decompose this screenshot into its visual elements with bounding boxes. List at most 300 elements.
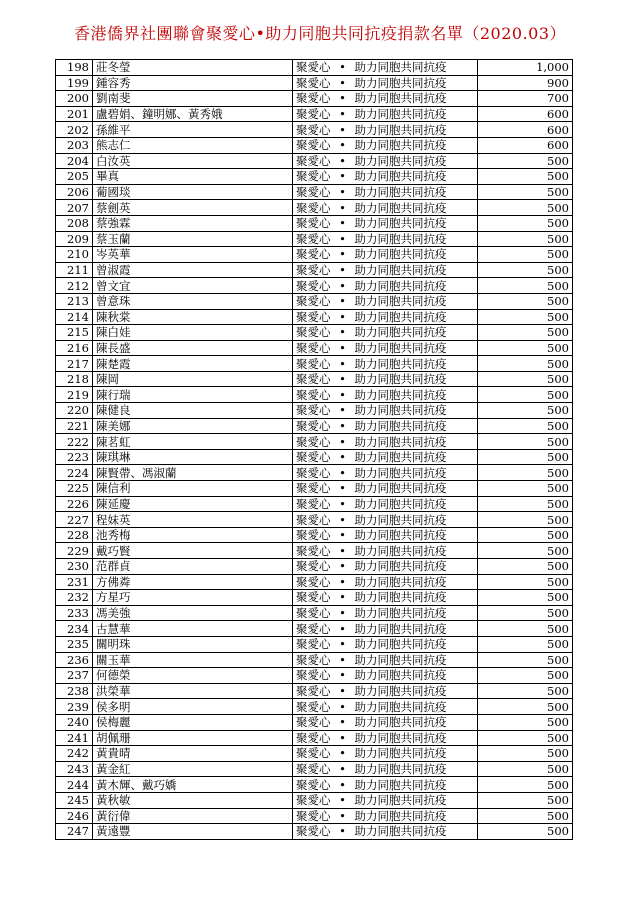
donor-name: 黃金紅	[93, 761, 293, 777]
purpose-separator: •	[339, 528, 346, 543]
donation-purpose	[293, 496, 478, 512]
donation-purpose	[293, 325, 478, 341]
purpose-right: 助力同胞共同抗疫	[354, 481, 447, 496]
donation-amount: 900	[478, 75, 573, 91]
donation-amount: 500	[478, 403, 573, 419]
donor-name: 關玉華	[93, 652, 293, 668]
purpose-left: 聚愛心	[296, 185, 331, 200]
purpose-right: 助力同胞共同抗疫	[354, 387, 447, 402]
donor-name: 葡國琰	[93, 184, 293, 200]
donor-name: 蔡強霖	[93, 215, 293, 231]
table-row	[56, 792, 573, 808]
table-row	[56, 184, 573, 200]
table-row	[56, 652, 573, 668]
donation-table-body	[56, 60, 573, 840]
purpose-left: 聚愛心	[296, 808, 331, 823]
table-row	[56, 153, 573, 169]
donor-name: 莊冬瑩	[93, 60, 293, 76]
donation-purpose	[293, 527, 478, 543]
row-number: 246	[56, 808, 93, 824]
table-row	[56, 169, 573, 185]
donation-purpose	[293, 169, 478, 185]
purpose-right: 助力同胞共同抗疫	[354, 652, 447, 667]
table-row	[56, 137, 573, 153]
purpose-right: 助力同胞共同抗疫	[354, 777, 447, 792]
purpose-right: 助力同胞共同抗疫	[354, 169, 447, 184]
donor-name: 陳茗虹	[93, 434, 293, 450]
purpose-left: 聚愛心	[296, 793, 331, 808]
purpose-left: 聚愛心	[296, 715, 331, 730]
donation-purpose	[293, 278, 478, 294]
table-row	[56, 122, 573, 138]
table-row	[56, 418, 573, 434]
purpose-right: 助力同胞共同抗疫	[354, 512, 447, 527]
donor-name: 黃衍偉	[93, 808, 293, 824]
donation-purpose	[293, 543, 478, 559]
purpose-separator: •	[339, 543, 346, 558]
table-row	[56, 91, 573, 107]
donor-name: 陳健良	[93, 403, 293, 419]
donation-amount: 500	[478, 293, 573, 309]
donor-name: 洪榮華	[93, 683, 293, 699]
purpose-separator: •	[339, 169, 346, 184]
purpose-left: 聚愛心	[296, 138, 331, 153]
row-number: 225	[56, 481, 93, 497]
table-row	[56, 636, 573, 652]
purpose-separator: •	[339, 621, 346, 636]
purpose-left: 聚愛心	[296, 606, 331, 621]
donation-purpose	[293, 730, 478, 746]
purpose-left: 聚愛心	[296, 403, 331, 418]
row-number: 239	[56, 699, 93, 715]
donation-amount: 500	[478, 714, 573, 730]
row-number: 226	[56, 496, 93, 512]
donation-purpose	[293, 714, 478, 730]
donor-name: 鍾容秀	[93, 75, 293, 91]
purpose-separator: •	[339, 138, 346, 153]
purpose-separator: •	[339, 590, 346, 605]
donor-name: 畢真	[93, 169, 293, 185]
table-row	[56, 387, 573, 403]
table-row	[56, 262, 573, 278]
donation-purpose	[293, 215, 478, 231]
purpose-left: 聚愛心	[296, 340, 331, 355]
donation-amount: 500	[478, 247, 573, 263]
purpose-right: 助力同胞共同抗疫	[354, 231, 447, 246]
donation-amount: 500	[478, 231, 573, 247]
purpose-separator: •	[339, 418, 346, 433]
row-number: 245	[56, 792, 93, 808]
purpose-left: 聚愛心	[296, 434, 331, 449]
donor-name: 孫維平	[93, 122, 293, 138]
row-number: 244	[56, 777, 93, 793]
table-row	[56, 403, 573, 419]
purpose-left: 聚愛心	[296, 75, 331, 90]
donation-amount: 500	[478, 652, 573, 668]
purpose-left: 聚愛心	[296, 122, 331, 137]
donor-name: 陳長盛	[93, 340, 293, 356]
table-row	[56, 527, 573, 543]
purpose-right: 助力同胞共同抗疫	[354, 340, 447, 355]
donor-name: 陳美娜	[93, 418, 293, 434]
purpose-right: 助力同胞共同抗疫	[354, 434, 447, 449]
table-row	[56, 699, 573, 715]
purpose-right: 助力同胞共同抗疫	[354, 668, 447, 683]
donation-purpose	[293, 60, 478, 76]
purpose-right: 助力同胞共同抗疫	[354, 793, 447, 808]
donation-amount: 500	[478, 356, 573, 372]
purpose-right: 助力同胞共同抗疫	[354, 824, 447, 839]
donation-purpose	[293, 746, 478, 762]
purpose-right: 助力同胞共同抗疫	[354, 465, 447, 480]
donation-amount: 500	[478, 746, 573, 762]
table-row	[56, 559, 573, 575]
purpose-left: 聚愛心	[296, 684, 331, 699]
purpose-left: 聚愛心	[296, 278, 331, 293]
purpose-right: 助力同胞共同抗疫	[354, 715, 447, 730]
donation-amount: 500	[478, 808, 573, 824]
donation-purpose	[293, 761, 478, 777]
donation-purpose	[293, 777, 478, 793]
donation-amount: 500	[478, 215, 573, 231]
donation-amount: 600	[478, 106, 573, 122]
purpose-left: 聚愛心	[296, 231, 331, 246]
purpose-separator: •	[339, 715, 346, 730]
purpose-separator: •	[339, 637, 346, 652]
purpose-left: 聚愛心	[296, 263, 331, 278]
purpose-left: 聚愛心	[296, 325, 331, 340]
purpose-separator: •	[339, 153, 346, 168]
table-row	[56, 730, 573, 746]
purpose-right: 助力同胞共同抗疫	[354, 684, 447, 699]
row-number: 213	[56, 293, 93, 309]
table-row	[56, 543, 573, 559]
purpose-right: 助力同胞共同抗疫	[354, 730, 447, 745]
purpose-separator: •	[339, 496, 346, 511]
purpose-right: 助力同胞共同抗疫	[354, 418, 447, 433]
purpose-right: 助力同胞共同抗疫	[354, 294, 447, 309]
donation-purpose	[293, 293, 478, 309]
purpose-right: 助力同胞共同抗疫	[354, 372, 447, 387]
donor-name: 陳信利	[93, 481, 293, 497]
row-number: 204	[56, 153, 93, 169]
donation-amount: 500	[478, 512, 573, 528]
donor-name: 方佛粦	[93, 574, 293, 590]
purpose-separator: •	[339, 75, 346, 90]
purpose-separator: •	[339, 481, 346, 496]
donor-name: 方星巧	[93, 590, 293, 606]
table-row	[56, 481, 573, 497]
purpose-right: 助力同胞共同抗疫	[354, 356, 447, 371]
purpose-separator: •	[339, 512, 346, 527]
donor-name: 岑英華	[93, 247, 293, 263]
row-number: 206	[56, 184, 93, 200]
table-row	[56, 215, 573, 231]
purpose-right: 助力同胞共同抗疫	[354, 278, 447, 293]
donation-purpose	[293, 574, 478, 590]
purpose-separator: •	[339, 185, 346, 200]
purpose-left: 聚愛心	[296, 637, 331, 652]
donor-name: 黃秋敏	[93, 792, 293, 808]
donation-purpose	[293, 465, 478, 481]
purpose-right: 助力同胞共同抗疫	[354, 325, 447, 340]
purpose-separator: •	[339, 278, 346, 293]
purpose-separator: •	[339, 606, 346, 621]
table-row	[56, 340, 573, 356]
purpose-left: 聚愛心	[296, 574, 331, 589]
purpose-separator: •	[339, 231, 346, 246]
table-row	[56, 231, 573, 247]
row-number: 210	[56, 247, 93, 263]
table-row	[56, 371, 573, 387]
purpose-right: 助力同胞共同抗疫	[354, 621, 447, 636]
donor-name: 陳楚霞	[93, 356, 293, 372]
purpose-separator: •	[339, 60, 346, 75]
table-row	[56, 605, 573, 621]
donor-name: 白汝英	[93, 153, 293, 169]
donation-amount: 500	[478, 278, 573, 294]
donation-purpose	[293, 636, 478, 652]
purpose-separator: •	[339, 107, 346, 122]
donor-name: 侯梅麗	[93, 714, 293, 730]
donation-purpose	[293, 247, 478, 263]
purpose-separator: •	[339, 684, 346, 699]
purpose-separator: •	[339, 325, 346, 340]
row-number: 223	[56, 449, 93, 465]
donor-name: 陳白娃	[93, 325, 293, 341]
purpose-separator: •	[339, 559, 346, 574]
table-row	[56, 714, 573, 730]
donation-purpose	[293, 449, 478, 465]
purpose-separator: •	[339, 824, 346, 839]
purpose-separator: •	[339, 387, 346, 402]
purpose-left: 聚愛心	[296, 418, 331, 433]
donation-table	[55, 59, 573, 840]
donation-amount: 700	[478, 91, 573, 107]
donation-purpose	[293, 153, 478, 169]
purpose-separator: •	[339, 263, 346, 278]
donor-name: 馮美強	[93, 605, 293, 621]
donor-name: 陳賢帶、馮淑蘭	[93, 465, 293, 481]
donation-amount: 500	[478, 371, 573, 387]
donation-purpose	[293, 403, 478, 419]
donation-amount: 500	[478, 590, 573, 606]
purpose-separator: •	[339, 574, 346, 589]
purpose-left: 聚愛心	[296, 247, 331, 262]
table-row	[56, 590, 573, 606]
purpose-separator: •	[339, 746, 346, 761]
donor-name: 關明珠	[93, 636, 293, 652]
row-number: 237	[56, 668, 93, 684]
purpose-separator: •	[339, 434, 346, 449]
donation-amount: 500	[478, 668, 573, 684]
donor-name: 蔡劍英	[93, 200, 293, 216]
donation-amount: 1,000	[478, 60, 573, 76]
row-number: 216	[56, 340, 93, 356]
document-title: 香港僑界社團聯會聚愛心•助力同胞共同抗疫捐款名單（2020.03）	[73, 24, 567, 43]
table-row	[56, 60, 573, 76]
purpose-right: 助力同胞共同抗疫	[354, 263, 447, 278]
donation-purpose	[293, 371, 478, 387]
table-row	[56, 574, 573, 590]
purpose-separator: •	[339, 372, 346, 387]
row-number: 236	[56, 652, 93, 668]
donation-amount: 500	[478, 434, 573, 450]
purpose-separator: •	[339, 122, 346, 137]
donation-amount: 500	[478, 325, 573, 341]
table-row	[56, 621, 573, 637]
table-row	[56, 434, 573, 450]
row-number: 215	[56, 325, 93, 341]
row-number: 224	[56, 465, 93, 481]
donation-purpose	[293, 418, 478, 434]
donation-amount: 500	[478, 465, 573, 481]
row-number: 207	[56, 200, 93, 216]
purpose-right: 助力同胞共同抗疫	[354, 606, 447, 621]
purpose-separator: •	[339, 730, 346, 745]
donation-purpose	[293, 387, 478, 403]
row-number: 208	[56, 215, 93, 231]
purpose-left: 聚愛心	[296, 294, 331, 309]
row-number: 214	[56, 309, 93, 325]
purpose-right: 助力同胞共同抗疫	[354, 808, 447, 823]
purpose-separator: •	[339, 340, 346, 355]
row-number: 217	[56, 356, 93, 372]
row-number: 228	[56, 527, 93, 543]
table-row	[56, 449, 573, 465]
purpose-right: 助力同胞共同抗疫	[354, 543, 447, 558]
purpose-separator: •	[339, 762, 346, 777]
donation-amount: 500	[478, 340, 573, 356]
donation-purpose	[293, 699, 478, 715]
purpose-separator: •	[339, 247, 346, 262]
table-row	[56, 808, 573, 824]
donor-name: 蔡玉蘭	[93, 231, 293, 247]
donation-amount: 500	[478, 169, 573, 185]
purpose-left: 聚愛心	[296, 60, 331, 75]
purpose-left: 聚愛心	[296, 309, 331, 324]
donation-amount: 500	[478, 824, 573, 840]
row-number: 209	[56, 231, 93, 247]
purpose-right: 助力同胞共同抗疫	[354, 153, 447, 168]
table-row	[56, 75, 573, 91]
purpose-right: 助力同胞共同抗疫	[354, 60, 447, 75]
donor-name: 古慧華	[93, 621, 293, 637]
donation-purpose	[293, 184, 478, 200]
donor-name: 陳行瑞	[93, 387, 293, 403]
row-number: 202	[56, 122, 93, 138]
donation-purpose	[293, 106, 478, 122]
donation-purpose	[293, 137, 478, 153]
row-number: 221	[56, 418, 93, 434]
donor-name: 胡佩珊	[93, 730, 293, 746]
donation-purpose	[293, 309, 478, 325]
table-row	[56, 683, 573, 699]
row-number: 203	[56, 137, 93, 153]
donation-purpose	[293, 792, 478, 808]
donation-purpose	[293, 824, 478, 840]
row-number: 238	[56, 683, 93, 699]
donation-amount: 600	[478, 137, 573, 153]
purpose-right: 助力同胞共同抗疫	[354, 247, 447, 262]
row-number: 230	[56, 559, 93, 575]
donation-purpose	[293, 605, 478, 621]
row-number: 227	[56, 512, 93, 528]
table-row	[56, 465, 573, 481]
row-number: 231	[56, 574, 93, 590]
purpose-right: 助力同胞共同抗疫	[354, 107, 447, 122]
purpose-separator: •	[339, 777, 346, 792]
donation-purpose	[293, 262, 478, 278]
purpose-left: 聚愛心	[296, 91, 331, 106]
purpose-left: 聚愛心	[296, 668, 331, 683]
row-number: 199	[56, 75, 93, 91]
row-number: 218	[56, 371, 93, 387]
donation-purpose	[293, 340, 478, 356]
purpose-left: 聚愛心	[296, 387, 331, 402]
table-row	[56, 496, 573, 512]
purpose-left: 聚愛心	[296, 528, 331, 543]
purpose-left: 聚愛心	[296, 621, 331, 636]
donation-purpose	[293, 668, 478, 684]
donor-name: 陳琪琳	[93, 449, 293, 465]
donation-amount: 500	[478, 792, 573, 808]
donation-amount: 500	[478, 481, 573, 497]
row-number: 205	[56, 169, 93, 185]
purpose-separator: •	[339, 465, 346, 480]
row-number: 234	[56, 621, 93, 637]
donation-purpose	[293, 231, 478, 247]
donation-amount: 500	[478, 559, 573, 575]
purpose-right: 助力同胞共同抗疫	[354, 559, 447, 574]
purpose-left: 聚愛心	[296, 559, 331, 574]
purpose-right: 助力同胞共同抗疫	[354, 699, 447, 714]
row-number: 229	[56, 543, 93, 559]
purpose-left: 聚愛心	[296, 824, 331, 839]
donor-name: 范群貞	[93, 559, 293, 575]
purpose-left: 聚愛心	[296, 762, 331, 777]
donor-name: 曾淑霞	[93, 262, 293, 278]
purpose-left: 聚愛心	[296, 372, 331, 387]
purpose-separator: •	[339, 793, 346, 808]
purpose-separator: •	[339, 403, 346, 418]
purpose-left: 聚愛心	[296, 699, 331, 714]
purpose-left: 聚愛心	[296, 652, 331, 667]
donation-amount: 500	[478, 309, 573, 325]
donor-name: 劉南斐	[93, 91, 293, 107]
purpose-left: 聚愛心	[296, 481, 331, 496]
purpose-left: 聚愛心	[296, 216, 331, 231]
purpose-left: 聚愛心	[296, 169, 331, 184]
purpose-left: 聚愛心	[296, 746, 331, 761]
donation-purpose	[293, 621, 478, 637]
table-row	[56, 200, 573, 216]
donor-name: 曾意珠	[93, 293, 293, 309]
donation-purpose	[293, 91, 478, 107]
table-row	[56, 325, 573, 341]
donation-amount: 500	[478, 777, 573, 793]
donation-amount: 500	[478, 574, 573, 590]
table-row	[56, 746, 573, 762]
purpose-left: 聚愛心	[296, 590, 331, 605]
purpose-right: 助力同胞共同抗疫	[354, 185, 447, 200]
row-number: 212	[56, 278, 93, 294]
table-row	[56, 309, 573, 325]
row-number: 241	[56, 730, 93, 746]
purpose-right: 助力同胞共同抗疫	[354, 200, 447, 215]
table-row	[56, 777, 573, 793]
purpose-separator: •	[339, 216, 346, 231]
